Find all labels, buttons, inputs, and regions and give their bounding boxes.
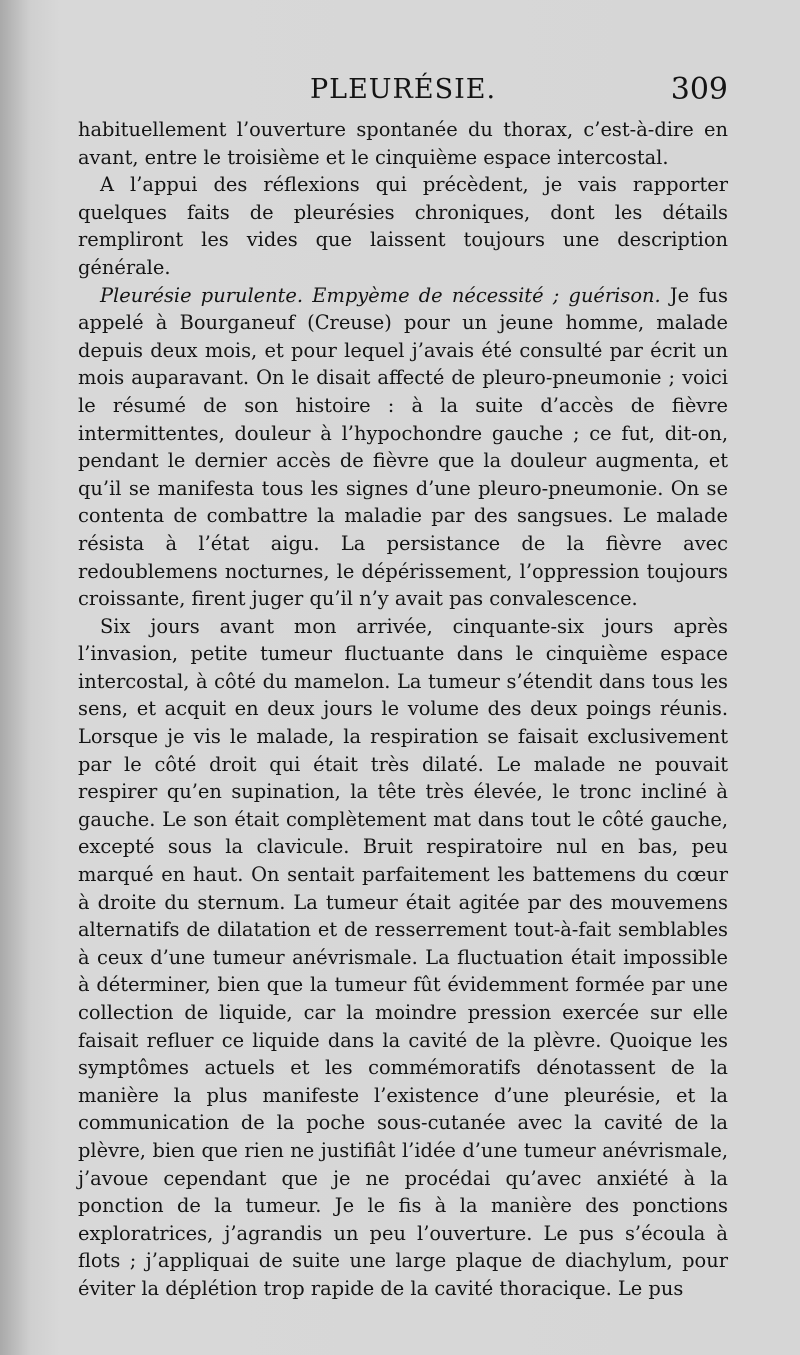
body-text bbox=[78, 116, 728, 1303]
paragraph-text: Six jours avant mon arrivée, cinquante-six jours après l’invasion, petite tumeur fluctuante dans le cinquième espace intercostal, à côté du mamelon. La tumeur s’étendit dans tous les sens, et acquit en deux jours le volume des deux poings réunis. Lorsque je vis le malade, la respiration se faisait exclusivement par le côté droit qui était très dilaté. Le malade ne pouvait respirer qu’en supination, la tête très élevée, le tronc incliné à gauche. Le son était complètement mat dans tout le côté gauche, excepté sous la clavicule. Bruit respiratoire nul en bas, peu marqué en haut. On sentait parfaitement les battemens du cœur à droite du sternum. La tumeur était agitée par des mouvemens alternatifs de dilatation et de resserrement tout-à-fait semblables à ceux d’une tumeur anévrismale. La fluctuation était impossible à déterminer, bien que la tumeur fût évidemment formée par une collection de liquide, car la moindre pression exercée sur elle faisait refluer ce liquide dans la cavité de la plèvre. Quoique les symptômes actuels et les commémoratifs dénotassent de la manière la plus manifeste l’existence d’une pleurésie, et la communication de la poche sous-cutanée avec la cavité de la plèvre, bien que rien ne justifiât l’idée d’une tumeur anévrismale, j’avoue cependant que je ne procédai qu’avec anxiété à la ponction de la tumeur. Je le fis à la manière des ponctions exploratrices, j’agrandis un peu l’ouverture. Le pus s’écoula à flots ; j’appliquai de suite une large plaque de diachylum, pour éviter la déplétion trop rapide de la cavité thoracique. Le pus bbox=[78, 614, 728, 1300]
paragraph-reflections bbox=[78, 171, 728, 281]
running-head bbox=[78, 72, 728, 112]
paragraph-case-heading bbox=[78, 282, 728, 613]
paragraph-text: Je fus appelé à Bourganeuf (Creuse) pour un jeune homme, malade depuis deux mois, et pour lequel j’avais été consulté par écrit un mois auparavant. On le disait affecté de pleuro-pneumonie ; voici le résumé de son histoire : à la suite d’accès de fièvre intermittentes, douleur à l’hypochondre gauche ; ce fut, dit-on, pendant le dernier accès de fièvre que la douleur augmenta, et qu’il se manifesta tous les signes d’une pleuro-pneumonie. On se contenta de combattre la maladie par des sangsues. Le malade résista à l’état aigu. La persistance de la fièvre avec redoublemens nocturnes, le dépérissement, l’oppression toujours croissante, firent juger qu’il n’y avait pas convalescence. bbox=[78, 283, 728, 611]
page-number: 309 bbox=[670, 72, 728, 107]
paragraph-continuation bbox=[78, 116, 728, 171]
page-title: PLEURÉSIE. bbox=[309, 74, 497, 105]
case-title: Pleurésie purulente. Empyème de nécessité ; guérison. bbox=[100, 283, 661, 307]
paragraph-case-detail bbox=[78, 613, 728, 1303]
paragraph-text: A l’appui des réflexions qui précèdent, je vais rapporter quelques faits de pleurésies chroniques, dont les détails rempliront les vides que laissent toujours une description générale. bbox=[78, 173, 728, 279]
paragraph-text: habituellement l’ouverture spontanée du thorax, c’est-à-dire en avant, entre le troisième et le cinquième espace intercostal. bbox=[78, 118, 728, 169]
